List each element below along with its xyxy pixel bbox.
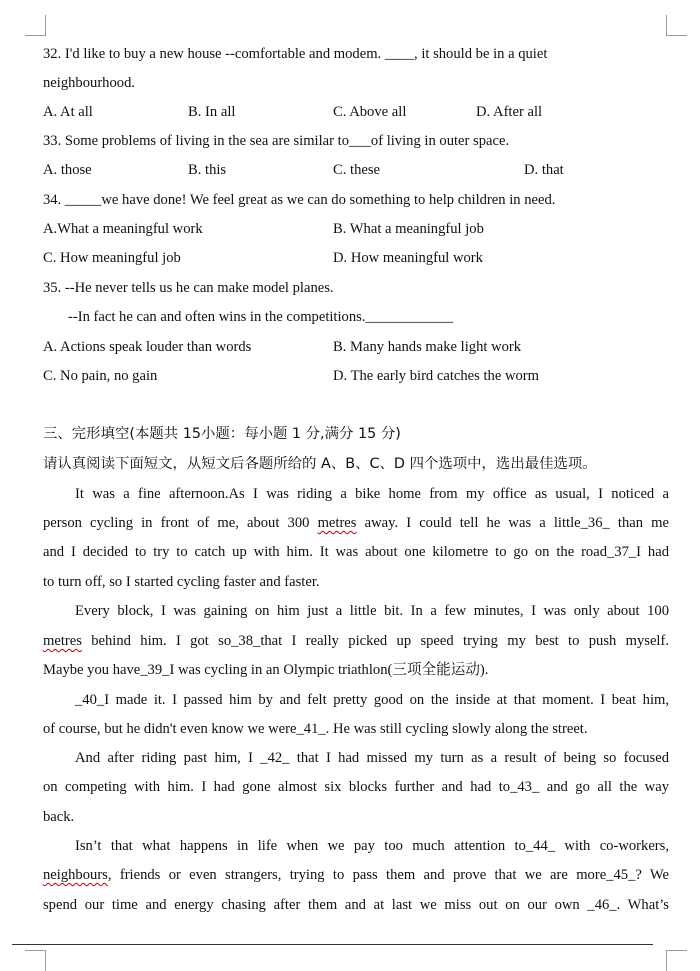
q33-option-c: C. these	[333, 162, 381, 178]
q34-option-d: D. How meaningful work	[333, 250, 483, 266]
spelling-flag: metres	[43, 633, 82, 649]
q32-option-d: D. After all	[476, 104, 543, 120]
q35-option-d: D. The early bird catches the worm	[333, 368, 539, 384]
passage-line: And after riding past him, I _42_ that I had missed my turn as a result of being so focused	[75, 750, 669, 766]
crop-mark-top-left	[25, 15, 46, 36]
passage-line: back.	[43, 809, 75, 825]
text-run: behind him. I got so_38_that I really picked up speed trying my best to push myself.	[81, 633, 669, 649]
crop-mark-top-right	[666, 15, 687, 36]
q33-option-b: B. this	[188, 162, 227, 178]
q32-stem-cont: neighbourhood.	[43, 75, 136, 91]
text-run: away. I could tell he was a little_36_ than me	[356, 515, 669, 531]
q34-option-c: C. How meaningful job	[43, 250, 181, 266]
crop-mark-bottom-left	[25, 950, 46, 971]
q34-stem: 34. _____we have done! We feel great as we can do something to help children in need.	[43, 192, 556, 208]
q32-option-b: B. In all	[188, 104, 236, 120]
q32-stem: 32. I'd like to buy a new house --comfortable and modem. ____, it should be in a quiet	[43, 46, 548, 62]
q32-option-c: C. Above all	[333, 104, 407, 120]
passage-line: spend our time and energy chasing after them and at last we miss out on our own _46_. What’s	[43, 897, 669, 913]
passage-line	[43, 631, 669, 651]
spelling-flag: neighbours	[43, 867, 108, 883]
passage-line: _40_I made it. I passed him by and felt pretty good on the inside at that moment. I beat him,	[75, 692, 669, 708]
text-run: person cycling in front of me, about 300	[43, 515, 318, 531]
passage-line: of course, but he didn't even know we were_41_. He was still cycling slowly along the street.	[43, 721, 588, 737]
q35-option-a: A. Actions speak louder than words	[43, 339, 252, 355]
section-heading: 三、完形填空(本题共 15小题：每小题 1 分,满分 15 分)	[43, 426, 401, 442]
passage-line: Isn’t that what happens in life when we pay too much attention to_44_ with co-workers,	[75, 838, 669, 854]
q33-option-a: A. those	[43, 162, 92, 178]
q35-stem-reply: --In fact he can and often wins in the competitions.____________	[68, 309, 454, 325]
q32-option-a: A. At all	[43, 104, 93, 120]
q34-option-a: A.What a meaningful work	[43, 221, 203, 237]
passage-line: to turn off, so I started cycling faster and faster.	[43, 574, 320, 590]
q34-option-b: B. What a meaningful job	[333, 221, 484, 237]
q35-option-b: B. Many hands make light work	[333, 339, 522, 355]
passage-line: and I decided to try to catch up with him. It was about one kilometre to go on the road_37_I had	[43, 544, 669, 560]
spelling-flag: metres	[317, 515, 357, 531]
passage-line: Maybe you have_39_I was cycling in an Olympic triathlon(三项全能运动).	[43, 662, 489, 678]
q35-stem: 35. --He never tells us he can make model planes.	[43, 280, 334, 296]
text-run: , friends or even strangers, trying to pass them and prove that we are more_45_? We	[107, 867, 669, 883]
q35-option-c: C. No pain, no gain	[43, 368, 158, 384]
passage-line	[43, 513, 669, 533]
passage-line: on competing with him. I had gone almost six blocks further and had to_43_ and go all the way	[43, 779, 669, 795]
q33-option-d: D. that	[524, 162, 564, 178]
q33-stem: 33. Some problems of living in the sea are similar to___of living in outer space.	[43, 133, 510, 149]
section-instruction: 请认真阅读下面短文，从短文后各题所给的 A、B、C、D 四个选项中，选出最佳选项。	[43, 456, 597, 472]
passage-line: Every block, I was gaining on him just a little bit. In a few minutes, I was only about 100	[75, 603, 669, 619]
passage-line	[43, 865, 669, 885]
crop-mark-bottom-right	[666, 950, 687, 971]
passage-line: It was a fine afternoon.As I was riding a bike home from my office as usual, I noticed a	[75, 486, 669, 502]
footer-rule	[12, 944, 653, 945]
